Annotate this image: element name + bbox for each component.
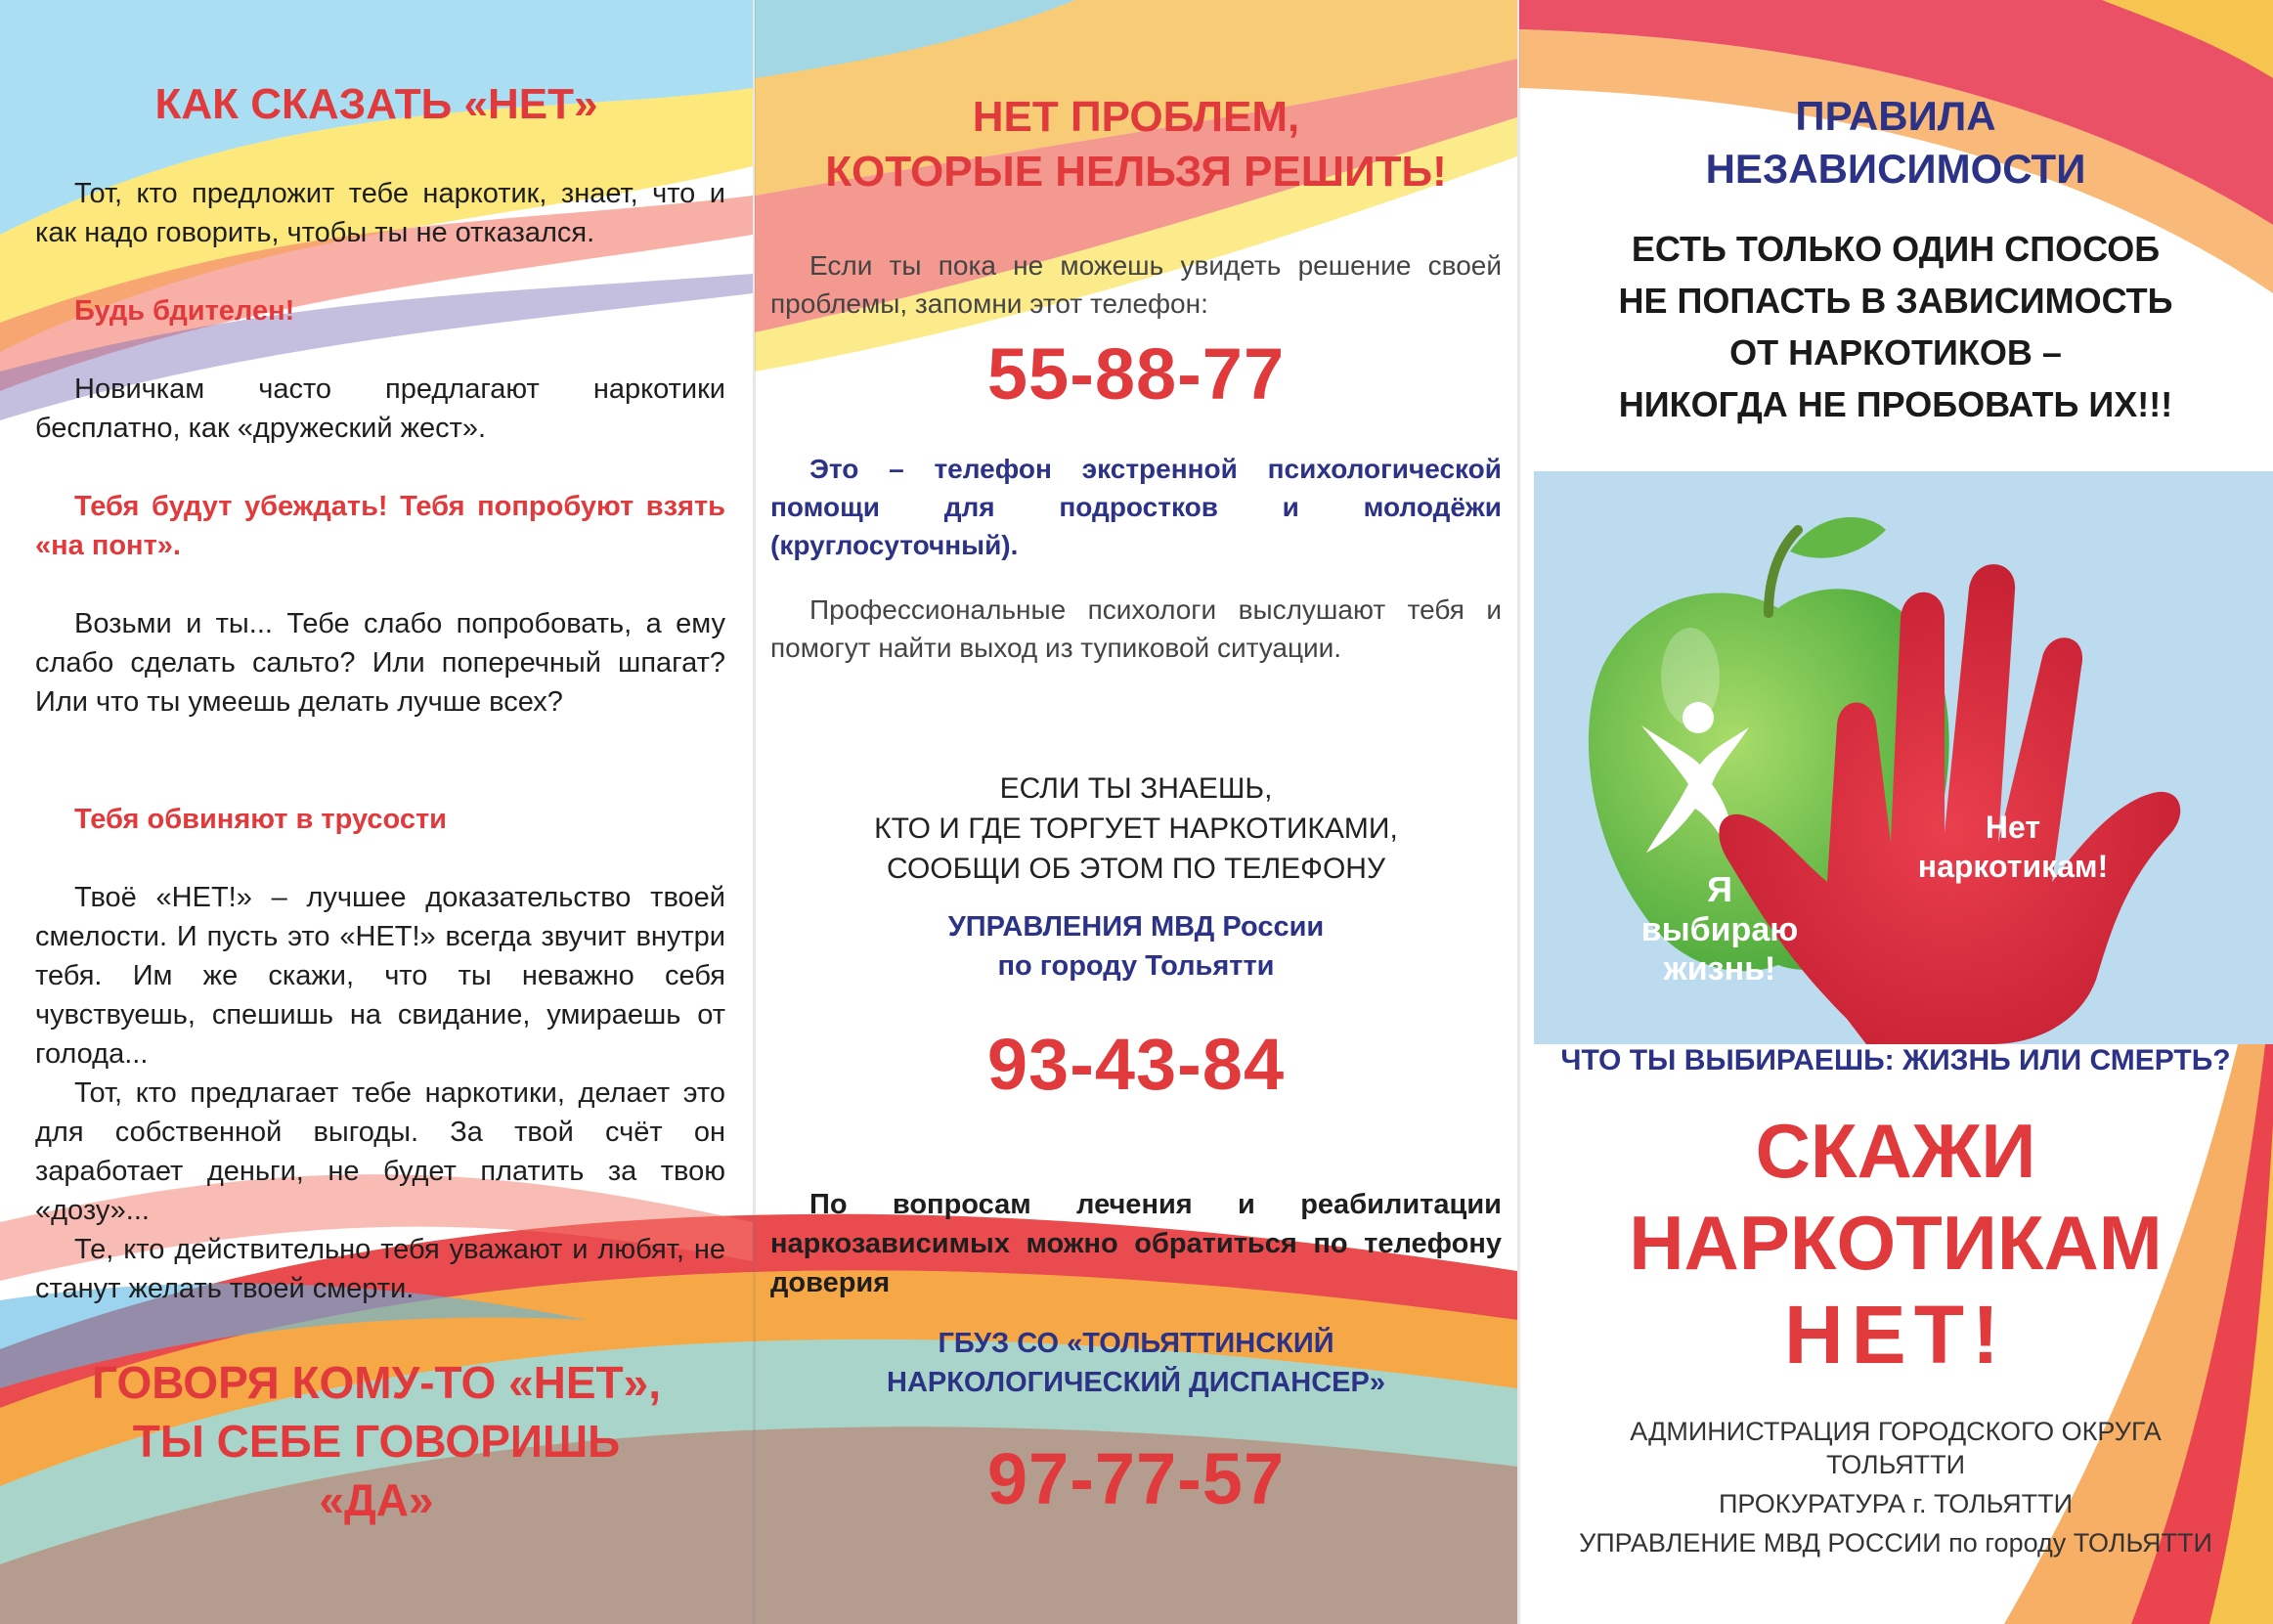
right-orgs xyxy=(1539,1415,2252,1559)
middle-p1: Если ты пока не можешь увидеть решение своей проблемы, запомни этот телефон: xyxy=(770,250,1502,319)
middle-caps-line3: СООБЩИ ОБ ЭТОМ ПО ТЕЛЕФОНУ xyxy=(886,853,1386,885)
middle-panel xyxy=(755,0,1517,1624)
right-slogan-line3: НЕТ! xyxy=(1784,1289,2007,1381)
middle-p4: По вопросам лечения и реабилитации наркозависимых можно обратиться по телефону доверия xyxy=(770,1189,1502,1298)
left-footer-line2: ТЫ СЕБЕ ГОВОРИШЬ xyxy=(132,1416,621,1467)
hand-text-line2: наркотикам! xyxy=(1917,849,2109,884)
phone-mvd: 93-43-84 xyxy=(986,1024,1286,1105)
left-sub2: Тебя будут убеждать! Тебя попробуют взять «на понт». xyxy=(35,491,725,561)
right-title-line2: НЕЗАВИСИМОСТИ xyxy=(1705,146,2086,192)
right-rule-line3: ОТ НАРКОТИКОВ – xyxy=(1729,332,2062,373)
fold-line-1 xyxy=(753,0,756,1624)
phone-psych-help: 55-88-77 xyxy=(986,333,1286,415)
left-p4: Тот, кто предлагает тебе наркотики, делает это для собственной выгоды. За твой счёт он заработает деньги, не будет платить за твою «дозу»... xyxy=(35,1077,725,1226)
left-footer-slogan xyxy=(20,1353,733,1529)
phone-narco-dispensary: 97-77-57 xyxy=(986,1438,1286,1519)
middle-title-line2: КОТОРЫЕ НЕЛЬЗЯ РЕШИТЬ! xyxy=(825,148,1447,196)
left-sub1: Будь бдителен! xyxy=(74,295,295,327)
right-org-line2: ТОЛЬЯТТИ xyxy=(1825,1450,1966,1479)
middle-title-line1: НЕТ ПРОБЛЕМ, xyxy=(972,93,1300,141)
apple-text-line1: Я xyxy=(1707,869,1732,909)
hand-text-line1: Нет xyxy=(1985,810,2041,845)
middle-p3: Профессиональные психологи выслушают тебя и помогут найти выход из тупиковой ситуации. xyxy=(770,594,1502,663)
apple-hand-illustration xyxy=(1534,471,2273,1044)
middle-caps-line2: КТО И ГДЕ ТОРГУЕТ НАРКОТИКАМИ, xyxy=(874,812,1398,845)
left-p5: Те, кто действительно тебя уважают и любят, не станут желать твоей смерти. xyxy=(35,1234,725,1304)
right-slogan xyxy=(1539,1105,2252,1381)
middle-org1 xyxy=(774,907,1498,986)
fold-line-2 xyxy=(1517,0,1520,1624)
right-title xyxy=(1558,90,2233,196)
middle-org2 xyxy=(774,1324,1498,1402)
right-org-line3: ПРОКУРАТУРА г. ТОЛЬЯТТИ xyxy=(1718,1489,2074,1518)
left-p3: Твоё «НЕТ!» – лучшее доказательство твоей смелости. И пусть это «НЕТ!» всегда звучит внутри тебя. Им же скажи, что ты неважно себя чувствуешь, спешишь на свидание, умираешь от голода... xyxy=(35,882,725,1070)
middle-title xyxy=(774,90,1498,199)
left-title: КАК СКАЗАТЬ «НЕТ» xyxy=(154,80,598,128)
right-rule-line4: НИКОГДА НЕ ПРОБОВАТЬ ИХ!!! xyxy=(1618,384,2173,424)
right-panel xyxy=(1519,0,2273,1624)
middle-p2: Это – телефон экстренной психологической помощи для подростков и молодёжи (круглосуточный). xyxy=(770,454,1502,560)
left-intro: Тот, кто предложит тебе наркотик, знает, что и как надо говорить, чтобы ты не отказался. xyxy=(35,178,725,248)
middle-org2-line2: НАРКОЛОГИЧЕСКИЙ ДИСПАНСЕР» xyxy=(887,1367,1385,1398)
right-slogan-line1: СКАЖИ xyxy=(1755,1108,2036,1194)
middle-org1-line2: по городу Тольятти xyxy=(997,950,1275,982)
right-org-line1: АДМИНИСТРАЦИЯ ГОРОДСКОГО ОКРУГА xyxy=(1630,1417,2162,1446)
left-footer-line3: «ДА» xyxy=(319,1474,434,1525)
middle-org1-line1: УПРАВЛЕНИЯ МВД России xyxy=(947,911,1325,943)
left-sub3: Тебя обвиняют в трусости xyxy=(74,804,447,835)
apple-text-line3: жизнь! xyxy=(1663,950,1776,988)
right-org-line4: УПРАВЛЕНИЕ МВД РОССИИ по городу ТОЛЬЯТТИ xyxy=(1579,1528,2212,1558)
left-p2: Возьми и ты... Тебе слабо попробовать, а ему слабо сделать сальто? Или поперечный шпагат? Или что ты умеешь делать лучше всех? xyxy=(35,608,725,718)
left-footer-line1: ГОВОРЯ КОМУ-ТО «НЕТ», xyxy=(91,1357,662,1408)
right-rule-line1: ЕСТЬ ТОЛЬКО ОДИН СПОСОБ xyxy=(1631,229,2161,269)
right-question: ЧТО ТЫ ВЫБИРАЕШЬ: ЖИЗНЬ ИЛИ СМЕРТЬ? xyxy=(1560,1044,2231,1076)
right-title-line1: ПРАВИЛА xyxy=(1795,93,1996,139)
left-p1: Новичкам часто предлагают наркотики бесплатно, как «дружеский жест». xyxy=(35,373,725,444)
right-rule xyxy=(1558,223,2233,430)
middle-caps-line1: ЕСЛИ ТЫ ЗНАЕШЬ, xyxy=(999,772,1273,805)
right-slogan-line2: НАРКОТИКАМ xyxy=(1629,1200,2163,1286)
apple-text-line2: выбираю xyxy=(1640,911,1799,948)
right-rule-line2: НЕ ПОПАСТЬ В ЗАВИСИМОСТЬ xyxy=(1618,281,2173,321)
middle-caps-block xyxy=(774,768,1498,889)
left-panel xyxy=(0,0,753,1624)
middle-org2-line1: ГБУЗ СО «ТОЛЬЯТТИНСКИЙ xyxy=(938,1328,1334,1359)
